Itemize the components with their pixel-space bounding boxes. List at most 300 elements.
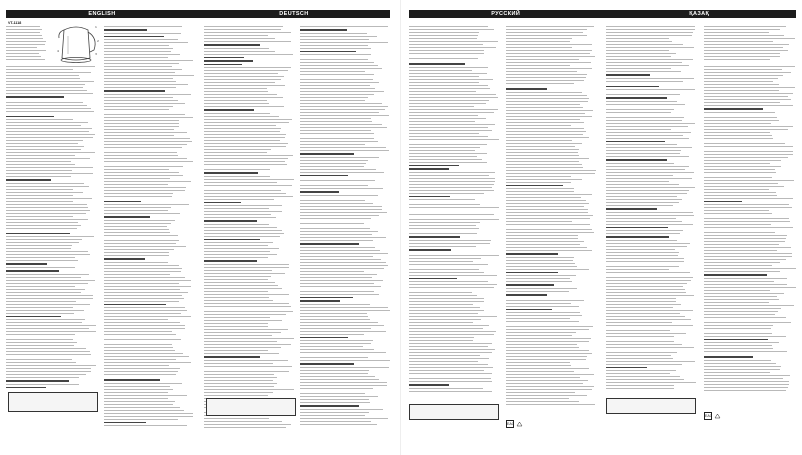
text-line (704, 50, 788, 51)
text-line (204, 155, 293, 156)
text-line (704, 53, 780, 54)
text-line (300, 130, 371, 131)
text-line (506, 404, 595, 405)
text-line (409, 222, 480, 223)
text-line (506, 26, 594, 27)
section-heading-line (6, 270, 59, 272)
text-line (6, 105, 87, 106)
text-line (6, 72, 91, 73)
text-line (104, 295, 182, 296)
section-heading-line (204, 172, 258, 174)
text-line (204, 97, 283, 98)
text-line (409, 331, 496, 332)
text-line (704, 207, 792, 208)
text-line (409, 228, 479, 229)
text-line (409, 307, 480, 308)
right-page-header (409, 10, 796, 18)
text-line (506, 116, 592, 117)
text-line (506, 212, 588, 213)
text-line (104, 42, 188, 43)
text-line (606, 175, 673, 176)
text-line (204, 161, 285, 162)
text-line (606, 336, 674, 337)
text-line (104, 307, 185, 308)
text-line (606, 269, 669, 270)
section-heading-line (606, 97, 667, 99)
text-line (606, 153, 680, 154)
text-line (704, 253, 792, 254)
text-line (606, 333, 686, 334)
text-line (606, 156, 689, 157)
text-line (506, 335, 572, 336)
text-line (104, 401, 175, 402)
text-line (104, 240, 179, 241)
text-line (704, 72, 791, 73)
text-line (204, 116, 279, 117)
svg-text:3: 3 (95, 52, 97, 56)
text-line (300, 385, 387, 386)
section-heading-line (506, 253, 558, 255)
text-line (6, 35, 42, 36)
kettle-illustration-icon (56, 22, 100, 64)
text-line (6, 167, 93, 168)
text-line (506, 315, 582, 316)
text-line (104, 389, 173, 390)
text-line (204, 140, 280, 141)
kazakh-header: ҚАЗАҚ (689, 11, 710, 17)
text-line (300, 166, 364, 167)
text-line (506, 344, 577, 345)
text-line (506, 275, 576, 276)
text-line (704, 328, 771, 329)
text-line (300, 237, 386, 238)
text-line (704, 129, 788, 130)
text-line (104, 123, 179, 124)
text-line (204, 143, 288, 144)
text-line (409, 272, 484, 273)
text-line (704, 351, 787, 352)
text-line (104, 283, 179, 284)
text-line (6, 152, 95, 153)
text-line (204, 79, 281, 80)
text-line (104, 243, 176, 244)
text-line (104, 347, 173, 348)
text-line (704, 102, 780, 103)
text-line (409, 76, 479, 77)
text-line (300, 247, 375, 248)
text-line (300, 271, 364, 272)
text-line (300, 360, 390, 361)
text-line (104, 280, 191, 281)
text-line (606, 388, 674, 389)
text-line (606, 358, 673, 359)
text-line (506, 332, 576, 333)
text-line (606, 109, 674, 110)
text-line (300, 409, 383, 410)
text-line (506, 329, 589, 330)
text-line (506, 131, 586, 132)
text-line (104, 181, 191, 182)
text-line (300, 68, 382, 69)
section-heading-line (300, 191, 339, 193)
text-line (300, 399, 369, 400)
text-line (409, 378, 491, 379)
text-line (204, 67, 291, 68)
text-line (409, 73, 487, 74)
text-line (204, 134, 286, 135)
section-heading-line (704, 201, 742, 203)
text-line (6, 173, 93, 174)
text-line (204, 347, 281, 348)
text-line (104, 339, 181, 340)
text-line (104, 210, 168, 211)
section-heading-line (6, 179, 51, 181)
text-line (204, 270, 272, 271)
text-line (409, 127, 488, 128)
text-line (300, 203, 373, 204)
text-line (300, 91, 384, 92)
text-line (409, 328, 483, 329)
text-line (104, 155, 178, 156)
text-line (6, 161, 71, 162)
text-line (704, 117, 777, 118)
text-line (104, 60, 193, 61)
text-line (606, 38, 669, 39)
text-line (409, 269, 479, 270)
text-line (704, 198, 793, 199)
text-line (300, 343, 371, 344)
text-line (104, 166, 183, 167)
section-heading-line (409, 63, 465, 65)
text-line (104, 196, 172, 197)
text-line (204, 122, 289, 123)
text-line (300, 379, 379, 380)
section-heading-line (506, 309, 552, 311)
text-line (506, 119, 580, 120)
text-line (506, 291, 569, 292)
text-line (704, 281, 774, 282)
text-line (704, 186, 784, 187)
text-line (104, 66, 172, 67)
text-line (409, 334, 494, 335)
text-line (104, 220, 175, 221)
text-line (204, 257, 268, 258)
text-line (6, 140, 83, 141)
section-heading-line (409, 236, 460, 238)
section-heading-line (704, 356, 753, 358)
text-line (204, 380, 273, 381)
text-line (104, 249, 174, 250)
text-line (204, 395, 268, 396)
text-line (300, 304, 370, 305)
text-line (6, 362, 76, 363)
text-line (6, 32, 40, 33)
text-line (606, 169, 685, 170)
text-line (6, 222, 78, 223)
text-line (506, 341, 589, 342)
section-heading-line (606, 367, 647, 369)
text-line (300, 180, 375, 181)
text-line (104, 425, 187, 426)
text-line (204, 350, 268, 351)
text-line (409, 159, 482, 160)
text-line (6, 331, 96, 332)
text-line (104, 175, 183, 176)
text-line (506, 167, 583, 168)
text-line (104, 252, 169, 253)
text-line (6, 87, 83, 88)
text-line (104, 103, 185, 104)
text-line (300, 388, 373, 389)
text-line (6, 204, 87, 205)
section-heading-line (204, 64, 242, 66)
text-line (704, 166, 781, 167)
text-line (6, 131, 89, 132)
text-line (409, 233, 477, 234)
section-heading-line (606, 208, 657, 210)
text-line (506, 128, 584, 129)
text-line (204, 205, 282, 206)
text-line (506, 232, 594, 233)
text-line (300, 62, 374, 63)
kettle-drawing (56, 22, 100, 64)
section-heading-line (204, 260, 257, 262)
text-line (506, 395, 587, 396)
text-line (6, 53, 39, 54)
text-line (506, 164, 582, 165)
text-line (204, 338, 294, 339)
text-line (506, 137, 589, 138)
text-line (204, 251, 270, 252)
text-line (409, 319, 481, 320)
text-line (204, 190, 281, 191)
text-line (704, 123, 771, 124)
text-line (506, 65, 570, 66)
text-line (204, 217, 276, 218)
text-line (506, 71, 577, 72)
text-line (6, 313, 74, 314)
text-line (204, 76, 284, 77)
text-line (606, 112, 671, 113)
text-line (300, 150, 389, 151)
text-line (704, 296, 777, 297)
warning-box-ru (409, 404, 499, 420)
text-line (104, 350, 175, 351)
text-line (704, 132, 770, 133)
text-line (506, 155, 579, 156)
text-line (704, 138, 773, 139)
text-line (606, 307, 673, 308)
text-line (704, 259, 786, 260)
text-line (300, 54, 371, 55)
text-line (104, 265, 179, 266)
warning-box-en (8, 392, 98, 412)
text-line (6, 374, 86, 375)
text-line (6, 267, 75, 268)
text-line (6, 225, 81, 226)
text-line (104, 81, 176, 82)
text-line (300, 82, 379, 83)
text-line (606, 202, 679, 203)
text-line (300, 223, 364, 224)
text-line (6, 239, 82, 240)
text-line (704, 325, 773, 326)
text-line (606, 249, 675, 250)
text-line (506, 113, 585, 114)
text-line (300, 382, 387, 383)
text-line (506, 95, 587, 96)
text-line (300, 283, 374, 284)
text-line (606, 379, 684, 380)
text-line (506, 398, 569, 399)
text-line (506, 260, 573, 261)
text-line (409, 301, 484, 302)
text-line (104, 169, 169, 170)
text-line (606, 230, 683, 231)
text-line (104, 262, 168, 263)
text-line (300, 48, 371, 49)
text-line (506, 229, 592, 230)
text-line (409, 29, 494, 30)
text-line (606, 62, 682, 63)
text-line (704, 41, 773, 42)
text-line (300, 402, 370, 403)
text-line (6, 137, 93, 138)
text-line (6, 213, 86, 214)
text-line (409, 187, 492, 188)
text-line (104, 289, 180, 290)
english-header: ENGLISH (88, 11, 116, 17)
text-line (409, 100, 489, 101)
text-line (204, 254, 277, 255)
text-line (6, 44, 45, 45)
section-heading-line (104, 304, 166, 306)
text-line (204, 264, 289, 265)
text-line (704, 213, 772, 214)
text-line (300, 200, 365, 201)
text-line (300, 328, 371, 329)
text-line (409, 388, 483, 389)
text-line (6, 280, 95, 281)
text-line (606, 233, 680, 234)
text-line (6, 304, 90, 305)
text-line (409, 322, 473, 323)
section-heading-line (204, 239, 260, 241)
text-line (704, 262, 780, 263)
text-line (300, 42, 388, 43)
text-line (104, 26, 182, 27)
text-line (104, 344, 172, 345)
text-line (300, 39, 369, 40)
text-line (6, 186, 89, 187)
model-label: VT-1118 (8, 21, 22, 25)
text-line (300, 163, 366, 164)
text-line (6, 228, 77, 229)
certification-icons-kz (704, 412, 721, 420)
text-line (704, 180, 794, 181)
section-heading-line (409, 249, 451, 251)
text-line (409, 153, 487, 154)
warning-box-de (206, 398, 296, 416)
section-heading-line (204, 202, 241, 204)
text-line (409, 133, 479, 134)
text-line (704, 378, 783, 379)
text-line (204, 377, 277, 378)
text-line (300, 160, 368, 161)
text-line (606, 184, 679, 185)
section-heading-line (204, 44, 260, 46)
text-line (204, 185, 292, 186)
text-line (104, 152, 177, 153)
text-line (704, 78, 778, 79)
text-line (204, 208, 269, 209)
text-line (104, 178, 170, 179)
text-line (606, 32, 693, 33)
text-line (300, 259, 381, 260)
text-line (104, 207, 171, 208)
text-line (300, 109, 385, 110)
text-line (300, 65, 378, 66)
text-line (204, 82, 275, 83)
text-line (506, 197, 581, 198)
text-line (704, 235, 787, 236)
text-line (300, 322, 378, 323)
text-line (606, 138, 689, 139)
text-line (6, 128, 92, 129)
text-line (204, 389, 294, 390)
section-heading-line (300, 297, 353, 299)
text-line (300, 262, 386, 263)
text-line (204, 282, 275, 283)
text-line (704, 290, 770, 291)
text-line (104, 161, 193, 162)
text-line (300, 100, 365, 101)
text-line (300, 346, 363, 347)
text-line (6, 69, 73, 70)
text-line (300, 234, 372, 235)
text-line (409, 391, 492, 392)
text-line (506, 312, 580, 313)
text-line (409, 207, 499, 208)
english-col-1 (6, 26, 50, 62)
text-line (204, 366, 292, 367)
text-line (204, 363, 273, 364)
text-line (300, 209, 382, 210)
text-line (506, 374, 594, 375)
text-line (606, 286, 683, 287)
text-line (409, 304, 473, 305)
text-line (409, 370, 484, 371)
text-line (104, 100, 178, 101)
text-line (409, 181, 495, 182)
text-line (606, 212, 693, 213)
text-line (104, 54, 180, 55)
text-line (6, 210, 90, 211)
text-line (409, 199, 475, 200)
text-line (6, 219, 88, 220)
text-line (506, 122, 584, 123)
text-line (300, 240, 373, 241)
text-line (300, 115, 389, 116)
text-line (409, 88, 490, 89)
text-line (6, 158, 90, 159)
text-line (506, 80, 584, 81)
text-line (204, 383, 277, 384)
text-line (506, 59, 579, 60)
section-heading-line (506, 284, 554, 286)
text-line (606, 376, 680, 377)
text-line (6, 195, 73, 196)
